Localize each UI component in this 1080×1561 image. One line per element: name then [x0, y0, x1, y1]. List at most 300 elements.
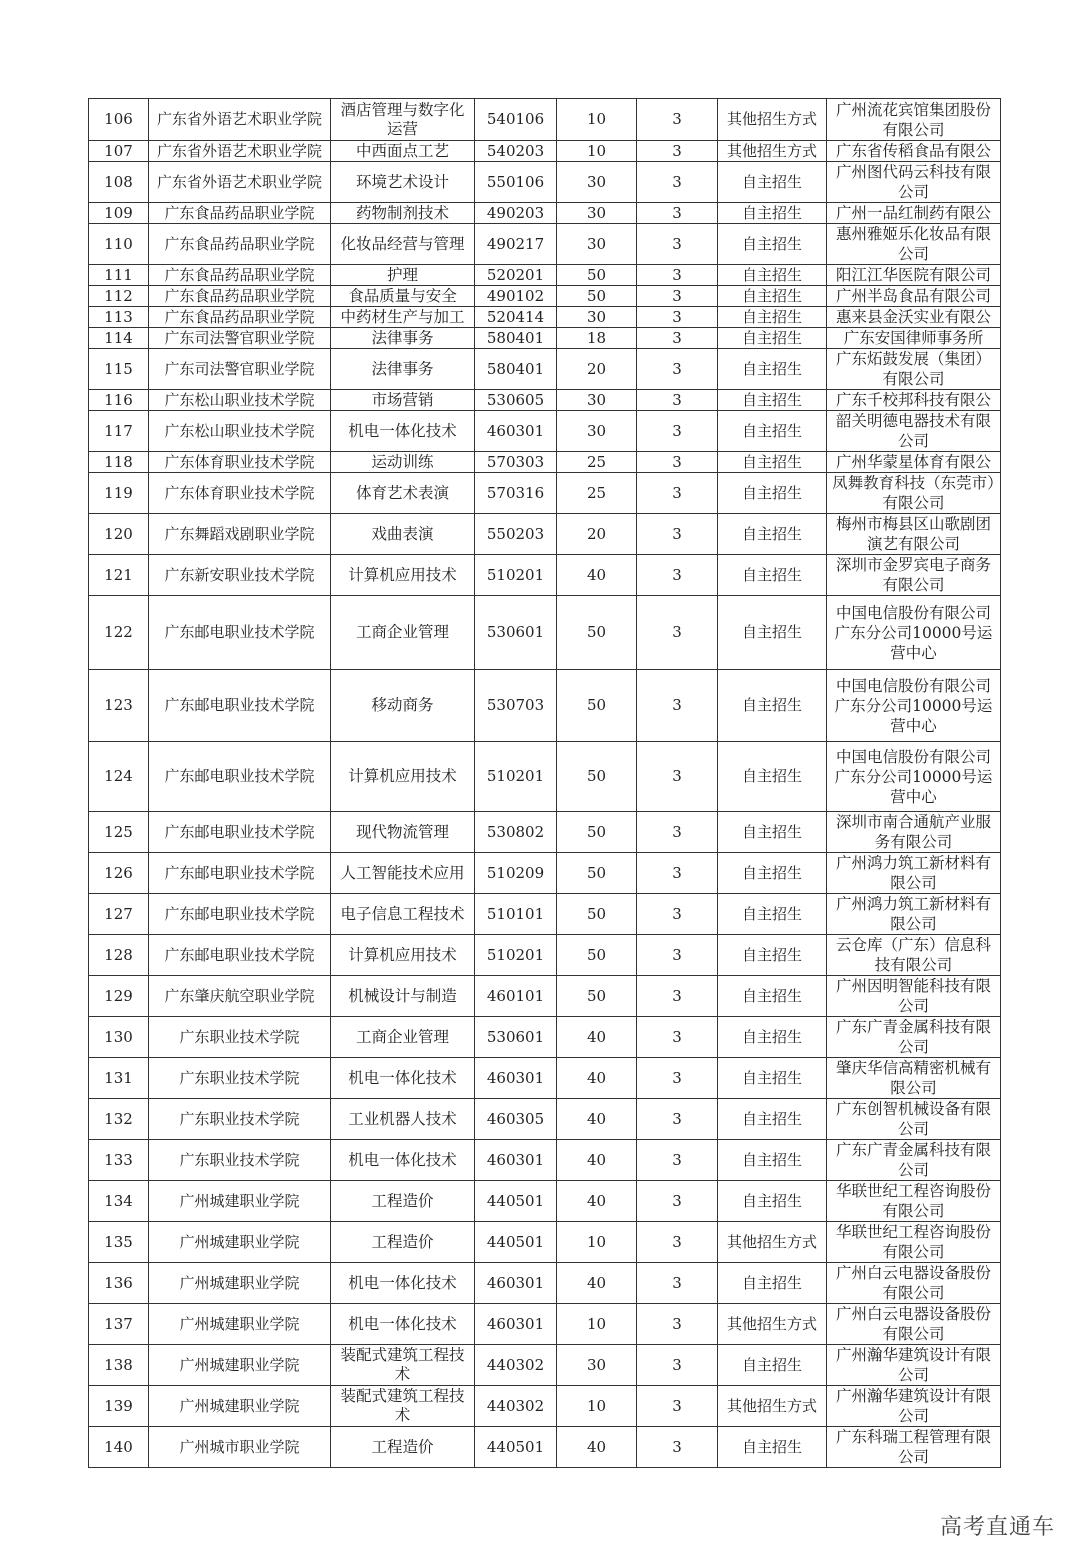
- enrollment-count-cell: 40: [557, 1058, 637, 1099]
- major-name-cell: 人工智能技术应用: [331, 853, 475, 894]
- partner-company-cell: 梅州市梅县区山歌剧团演艺有限公司: [827, 514, 1001, 555]
- table-row: [89, 1304, 1001, 1345]
- admission-method-cell: 自主招生: [718, 514, 827, 555]
- major-name-cell: 机电一体化技术: [331, 1140, 475, 1181]
- school-name-cell: 广东体育职业技术学院: [149, 473, 331, 514]
- table-row: [89, 894, 1001, 935]
- row-number-cell: 107: [89, 141, 149, 162]
- study-years-cell: 3: [637, 328, 718, 349]
- table-row: [89, 742, 1001, 812]
- study-years-cell: 3: [637, 307, 718, 328]
- major-name-cell: 工商企业管理: [331, 596, 475, 670]
- admission-method-cell: 自主招生: [718, 349, 827, 390]
- school-name-cell: 广东职业技术学院: [149, 1140, 331, 1181]
- table-row: [89, 452, 1001, 473]
- enrollment-count-cell: 30: [557, 307, 637, 328]
- row-number-cell: 124: [89, 742, 149, 812]
- table-row: [89, 1427, 1001, 1468]
- major-name-cell: 工程造价: [331, 1181, 475, 1222]
- enrollment-count-cell: 20: [557, 349, 637, 390]
- major-name-cell: 工业机器人技术: [331, 1099, 475, 1140]
- study-years-cell: 3: [637, 742, 718, 812]
- major-code-cell: 460301: [475, 1304, 557, 1345]
- enrollment-count-cell: 30: [557, 411, 637, 452]
- study-years-cell: 3: [637, 1427, 718, 1468]
- admission-method-cell: 其他招生方式: [718, 1304, 827, 1345]
- row-number-cell: 121: [89, 555, 149, 596]
- study-years-cell: 3: [637, 1058, 718, 1099]
- table-row: [89, 596, 1001, 670]
- study-years-cell: 3: [637, 1386, 718, 1427]
- major-code-cell: 440302: [475, 1386, 557, 1427]
- major-code-cell: 510201: [475, 555, 557, 596]
- row-number-cell: 140: [89, 1427, 149, 1468]
- partner-company-cell: 广州半岛食品有限公司: [827, 286, 1001, 307]
- study-years-cell: 3: [637, 1017, 718, 1058]
- major-code-cell: 570303: [475, 452, 557, 473]
- partner-company-cell: 广州华蒙星体育有限公: [827, 452, 1001, 473]
- row-number-cell: 125: [89, 812, 149, 853]
- admission-method-cell: 自主招生: [718, 1345, 827, 1386]
- row-number-cell: 120: [89, 514, 149, 555]
- partner-company-cell: 中国电信股份有限公司广东分公司10000号运营中心: [827, 670, 1001, 742]
- school-name-cell: 广州城建职业学院: [149, 1263, 331, 1304]
- row-number-cell: 128: [89, 935, 149, 976]
- major-name-cell: 环境艺术设计: [331, 162, 475, 203]
- table-row: [89, 1017, 1001, 1058]
- partner-company-cell: 广州因明智能科技有限公司: [827, 976, 1001, 1017]
- enrollment-table: [88, 98, 1001, 1468]
- enrollment-count-cell: 10: [557, 1304, 637, 1345]
- admission-method-cell: 自主招生: [718, 224, 827, 265]
- admission-method-cell: 自主招生: [718, 265, 827, 286]
- school-name-cell: 广州城建职业学院: [149, 1304, 331, 1345]
- row-number-cell: 134: [89, 1181, 149, 1222]
- admission-method-cell: 自主招生: [718, 1017, 827, 1058]
- admission-method-cell: 自主招生: [718, 473, 827, 514]
- study-years-cell: 3: [637, 935, 718, 976]
- partner-company-cell: 惠来县金沃实业有限公: [827, 307, 1001, 328]
- enrollment-count-cell: 50: [557, 742, 637, 812]
- partner-company-cell: 广州一品红制药有限公: [827, 203, 1001, 224]
- admission-method-cell: 自主招生: [718, 812, 827, 853]
- table-row: [89, 514, 1001, 555]
- partner-company-cell: 广东广青金属科技有限公司: [827, 1017, 1001, 1058]
- major-code-cell: 440501: [475, 1181, 557, 1222]
- enrollment-count-cell: 30: [557, 390, 637, 411]
- table-row: [89, 1222, 1001, 1263]
- enrollment-count-cell: 50: [557, 670, 637, 742]
- school-name-cell: 广州城建职业学院: [149, 1222, 331, 1263]
- row-number-cell: 131: [89, 1058, 149, 1099]
- admission-method-cell: 自主招生: [718, 328, 827, 349]
- study-years-cell: 3: [637, 670, 718, 742]
- partner-company-cell: 中国电信股份有限公司广东分公司10000号运营中心: [827, 596, 1001, 670]
- major-name-cell: 化妆品经营与管理: [331, 224, 475, 265]
- partner-company-cell: 韶关明德电器技术有限公司: [827, 411, 1001, 452]
- partner-company-cell: 广州白云电器设备股份有限公司: [827, 1304, 1001, 1345]
- major-name-cell: 机电一体化技术: [331, 1263, 475, 1304]
- major-code-cell: 460301: [475, 411, 557, 452]
- major-code-cell: 530605: [475, 390, 557, 411]
- table-body: [89, 99, 1001, 1468]
- major-name-cell: 护理: [331, 265, 475, 286]
- row-number-cell: 129: [89, 976, 149, 1017]
- school-name-cell: 广东司法警官职业学院: [149, 328, 331, 349]
- partner-company-cell: 广州图代码云科技有限公司: [827, 162, 1001, 203]
- major-code-cell: 490203: [475, 203, 557, 224]
- major-name-cell: 工程造价: [331, 1222, 475, 1263]
- school-name-cell: 广东食品药品职业学院: [149, 265, 331, 286]
- enrollment-count-cell: 50: [557, 812, 637, 853]
- enrollment-count-cell: 40: [557, 1427, 637, 1468]
- enrollment-count-cell: 50: [557, 265, 637, 286]
- enrollment-count-cell: 30: [557, 203, 637, 224]
- enrollment-count-cell: 10: [557, 141, 637, 162]
- major-code-cell: 550203: [475, 514, 557, 555]
- school-name-cell: 广东职业技术学院: [149, 1017, 331, 1058]
- row-number-cell: 136: [89, 1263, 149, 1304]
- study-years-cell: 3: [637, 1181, 718, 1222]
- major-name-cell: 计算机应用技术: [331, 935, 475, 976]
- major-code-cell: 550106: [475, 162, 557, 203]
- table-row: [89, 390, 1001, 411]
- row-number-cell: 115: [89, 349, 149, 390]
- table-row: [89, 473, 1001, 514]
- row-number-cell: 139: [89, 1386, 149, 1427]
- study-years-cell: 3: [637, 203, 718, 224]
- major-code-cell: 490102: [475, 286, 557, 307]
- enrollment-count-cell: 50: [557, 853, 637, 894]
- partner-company-cell: 广州瀚华建筑设计有限公司: [827, 1345, 1001, 1386]
- table-row: [89, 203, 1001, 224]
- table-row: [89, 349, 1001, 390]
- partner-company-cell: 华联世纪工程咨询股份有限公司: [827, 1222, 1001, 1263]
- major-name-cell: 机电一体化技术: [331, 1058, 475, 1099]
- admission-method-cell: 其他招生方式: [718, 1222, 827, 1263]
- admission-method-cell: 自主招生: [718, 1427, 827, 1468]
- row-number-cell: 127: [89, 894, 149, 935]
- partner-company-cell: 广东广青金属科技有限公司: [827, 1140, 1001, 1181]
- school-name-cell: 广州城建职业学院: [149, 1181, 331, 1222]
- major-code-cell: 510101: [475, 894, 557, 935]
- study-years-cell: 3: [637, 853, 718, 894]
- partner-company-cell: 广东炻鼓发展（集团）有限公司: [827, 349, 1001, 390]
- admission-method-cell: 自主招生: [718, 203, 827, 224]
- table-row: [89, 265, 1001, 286]
- partner-company-cell: 惠州雅姬乐化妆品有限公司: [827, 224, 1001, 265]
- major-code-cell: 540203: [475, 141, 557, 162]
- major-name-cell: 计算机应用技术: [331, 742, 475, 812]
- enrollment-count-cell: 25: [557, 473, 637, 514]
- major-name-cell: 市场营销: [331, 390, 475, 411]
- enrollment-count-cell: 40: [557, 1181, 637, 1222]
- major-code-cell: 530601: [475, 596, 557, 670]
- school-name-cell: 广州城市职业学院: [149, 1427, 331, 1468]
- enrollment-count-cell: 50: [557, 286, 637, 307]
- school-name-cell: 广东邮电职业技术学院: [149, 742, 331, 812]
- school-name-cell: 广东司法警官职业学院: [149, 349, 331, 390]
- admission-method-cell: 自主招生: [718, 670, 827, 742]
- major-code-cell: 440501: [475, 1222, 557, 1263]
- partner-company-cell: 深圳市南合通航产业服务有限公司: [827, 812, 1001, 853]
- partner-company-cell: 广东科瑞工程管理有限公司: [827, 1427, 1001, 1468]
- major-name-cell: 食品质量与安全: [331, 286, 475, 307]
- admission-method-cell: 自主招生: [718, 1181, 827, 1222]
- table-row: [89, 307, 1001, 328]
- study-years-cell: 3: [637, 286, 718, 307]
- row-number-cell: 112: [89, 286, 149, 307]
- major-code-cell: 520201: [475, 265, 557, 286]
- school-name-cell: 广东邮电职业技术学院: [149, 812, 331, 853]
- admission-method-cell: 自主招生: [718, 853, 827, 894]
- admission-method-cell: 自主招生: [718, 307, 827, 328]
- admission-method-cell: 自主招生: [718, 411, 827, 452]
- study-years-cell: 3: [637, 514, 718, 555]
- school-name-cell: 广州城建职业学院: [149, 1345, 331, 1386]
- row-number-cell: 106: [89, 99, 149, 141]
- admission-method-cell: 其他招生方式: [718, 141, 827, 162]
- admission-method-cell: 自主招生: [718, 555, 827, 596]
- table-row: [89, 935, 1001, 976]
- enrollment-count-cell: 50: [557, 894, 637, 935]
- table-row: [89, 1263, 1001, 1304]
- table-row: [89, 1345, 1001, 1386]
- admission-method-cell: 自主招生: [718, 452, 827, 473]
- admission-method-cell: 自主招生: [718, 596, 827, 670]
- admission-method-cell: 自主招生: [718, 286, 827, 307]
- study-years-cell: 3: [637, 141, 718, 162]
- major-name-cell: 机电一体化技术: [331, 411, 475, 452]
- school-name-cell: 广东邮电职业技术学院: [149, 853, 331, 894]
- major-name-cell: 法律事务: [331, 349, 475, 390]
- major-name-cell: 酒店管理与数字化运营: [331, 99, 475, 141]
- school-name-cell: 广东邮电职业技术学院: [149, 894, 331, 935]
- row-number-cell: 123: [89, 670, 149, 742]
- admission-method-cell: 其他招生方式: [718, 1386, 827, 1427]
- major-code-cell: 490217: [475, 224, 557, 265]
- major-code-cell: 460101: [475, 976, 557, 1017]
- school-name-cell: 广东省外语艺术职业学院: [149, 141, 331, 162]
- study-years-cell: 3: [637, 224, 718, 265]
- partner-company-cell: 广州鸿力筑工新材料有限公司: [827, 853, 1001, 894]
- major-name-cell: 运动训练: [331, 452, 475, 473]
- study-years-cell: 3: [637, 596, 718, 670]
- school-name-cell: 广东省外语艺术职业学院: [149, 162, 331, 203]
- school-name-cell: 广东省外语艺术职业学院: [149, 99, 331, 141]
- table-row: [89, 853, 1001, 894]
- table-row: [89, 1181, 1001, 1222]
- school-name-cell: 广东邮电职业技术学院: [149, 935, 331, 976]
- partner-company-cell: 中国电信股份有限公司广东分公司10000号运营中心: [827, 742, 1001, 812]
- admission-method-cell: 自主招生: [718, 935, 827, 976]
- school-name-cell: 广东体育职业技术学院: [149, 452, 331, 473]
- partner-company-cell: 阳江江华医院有限公司: [827, 265, 1001, 286]
- partner-company-cell: 广州鸿力筑工新材料有限公司: [827, 894, 1001, 935]
- enrollment-count-cell: 18: [557, 328, 637, 349]
- table-row: [89, 1058, 1001, 1099]
- school-name-cell: 广东食品药品职业学院: [149, 286, 331, 307]
- major-code-cell: 530703: [475, 670, 557, 742]
- enrollment-count-cell: 40: [557, 555, 637, 596]
- enrollment-count-cell: 40: [557, 1017, 637, 1058]
- major-name-cell: 工程造价: [331, 1427, 475, 1468]
- school-name-cell: 广东肇庆航空职业学院: [149, 976, 331, 1017]
- school-name-cell: 广东职业技术学院: [149, 1058, 331, 1099]
- major-code-cell: 540106: [475, 99, 557, 141]
- study-years-cell: 3: [637, 1304, 718, 1345]
- table-row: [89, 224, 1001, 265]
- admission-method-cell: 自主招生: [718, 1099, 827, 1140]
- partner-company-cell: 广州流花宾馆集团股份有限公司: [827, 99, 1001, 141]
- enrollment-count-cell: 30: [557, 162, 637, 203]
- study-years-cell: 3: [637, 390, 718, 411]
- major-code-cell: 460305: [475, 1099, 557, 1140]
- major-name-cell: 中药材生产与加工: [331, 307, 475, 328]
- study-years-cell: 3: [637, 162, 718, 203]
- major-name-cell: 装配式建筑工程技术: [331, 1345, 475, 1386]
- school-name-cell: 广东邮电职业技术学院: [149, 596, 331, 670]
- table-row: [89, 670, 1001, 742]
- major-name-cell: 移动商务: [331, 670, 475, 742]
- major-code-cell: 440501: [475, 1427, 557, 1468]
- row-number-cell: 130: [89, 1017, 149, 1058]
- table-row: [89, 555, 1001, 596]
- study-years-cell: 3: [637, 473, 718, 514]
- enrollment-count-cell: 20: [557, 514, 637, 555]
- enrollment-count-cell: 40: [557, 1140, 637, 1181]
- table-row: [89, 1386, 1001, 1427]
- major-code-cell: 460301: [475, 1140, 557, 1181]
- row-number-cell: 109: [89, 203, 149, 224]
- enrollment-count-cell: 50: [557, 976, 637, 1017]
- table-row: [89, 286, 1001, 307]
- table-row: [89, 1140, 1001, 1181]
- enrollment-count-cell: 50: [557, 935, 637, 976]
- study-years-cell: 3: [637, 976, 718, 1017]
- partner-company-cell: 云仓库（广东）信息科技有限公司: [827, 935, 1001, 976]
- partner-company-cell: 广东省传稻食品有限公: [827, 141, 1001, 162]
- major-name-cell: 机械设计与制造: [331, 976, 475, 1017]
- row-number-cell: 111: [89, 265, 149, 286]
- row-number-cell: 114: [89, 328, 149, 349]
- major-name-cell: 计算机应用技术: [331, 555, 475, 596]
- row-number-cell: 108: [89, 162, 149, 203]
- major-code-cell: 440302: [475, 1345, 557, 1386]
- table-row: [89, 141, 1001, 162]
- admission-method-cell: 自主招生: [718, 976, 827, 1017]
- major-code-cell: 460301: [475, 1058, 557, 1099]
- enrollment-count-cell: 30: [557, 1345, 637, 1386]
- row-number-cell: 119: [89, 473, 149, 514]
- enrollment-count-cell: 30: [557, 224, 637, 265]
- study-years-cell: 3: [637, 349, 718, 390]
- major-name-cell: 现代物流管理: [331, 812, 475, 853]
- school-name-cell: 广东舞蹈戏剧职业学院: [149, 514, 331, 555]
- enrollment-count-cell: 10: [557, 1222, 637, 1263]
- study-years-cell: 3: [637, 1140, 718, 1181]
- admission-method-cell: 自主招生: [718, 162, 827, 203]
- admission-method-cell: 自主招生: [718, 1058, 827, 1099]
- row-number-cell: 137: [89, 1304, 149, 1345]
- enrollment-count-cell: 50: [557, 596, 637, 670]
- partner-company-cell: 肇庆华信高精密机械有限公司: [827, 1058, 1001, 1099]
- row-number-cell: 117: [89, 411, 149, 452]
- major-name-cell: 法律事务: [331, 328, 475, 349]
- table-row: [89, 328, 1001, 349]
- admission-method-cell: 自主招生: [718, 1263, 827, 1304]
- study-years-cell: 3: [637, 265, 718, 286]
- study-years-cell: 3: [637, 1099, 718, 1140]
- admission-method-cell: 自主招生: [718, 742, 827, 812]
- partner-company-cell: 广州白云电器设备股份有限公司: [827, 1263, 1001, 1304]
- major-code-cell: 510201: [475, 935, 557, 976]
- study-years-cell: 3: [637, 99, 718, 141]
- watermark: 高考直通车: [940, 1515, 1056, 1540]
- row-number-cell: 133: [89, 1140, 149, 1181]
- school-name-cell: 广东松山职业技术学院: [149, 390, 331, 411]
- major-code-cell: 580401: [475, 349, 557, 390]
- study-years-cell: 3: [637, 452, 718, 473]
- row-number-cell: 132: [89, 1099, 149, 1140]
- partner-company-cell: 凤舞教育科技（东莞市）有限公司: [827, 473, 1001, 514]
- major-name-cell: 工商企业管理: [331, 1017, 475, 1058]
- enrollment-count-cell: 10: [557, 1386, 637, 1427]
- major-name-cell: 戏曲表演: [331, 514, 475, 555]
- partner-company-cell: 广东创智机械设备有限公司: [827, 1099, 1001, 1140]
- major-name-cell: 体育艺术表演: [331, 473, 475, 514]
- row-number-cell: 110: [89, 224, 149, 265]
- major-code-cell: 570316: [475, 473, 557, 514]
- major-name-cell: 中西面点工艺: [331, 141, 475, 162]
- table-row: [89, 976, 1001, 1017]
- table-row: [89, 99, 1001, 141]
- major-code-cell: 510209: [475, 853, 557, 894]
- study-years-cell: 3: [637, 411, 718, 452]
- school-name-cell: 广东新安职业技术学院: [149, 555, 331, 596]
- admission-method-cell: 自主招生: [718, 390, 827, 411]
- enrollment-count-cell: 40: [557, 1099, 637, 1140]
- major-name-cell: 电子信息工程技术: [331, 894, 475, 935]
- row-number-cell: 135: [89, 1222, 149, 1263]
- admission-method-cell: 自主招生: [718, 1140, 827, 1181]
- study-years-cell: 3: [637, 812, 718, 853]
- major-code-cell: 510201: [475, 742, 557, 812]
- study-years-cell: 3: [637, 555, 718, 596]
- admission-method-cell: 自主招生: [718, 894, 827, 935]
- row-number-cell: 118: [89, 452, 149, 473]
- partner-company-cell: 深圳市金罗宾电子商务有限公司: [827, 555, 1001, 596]
- school-name-cell: 广东食品药品职业学院: [149, 203, 331, 224]
- row-number-cell: 113: [89, 307, 149, 328]
- study-years-cell: 3: [637, 1263, 718, 1304]
- major-name-cell: 药物制剂技术: [331, 203, 475, 224]
- major-code-cell: 460301: [475, 1263, 557, 1304]
- table-row: [89, 411, 1001, 452]
- major-code-cell: 530601: [475, 1017, 557, 1058]
- enrollment-count-cell: 10: [557, 99, 637, 141]
- major-code-cell: 520414: [475, 307, 557, 328]
- partner-company-cell: 广东安国律师事务所: [827, 328, 1001, 349]
- school-name-cell: 广州城建职业学院: [149, 1386, 331, 1427]
- table-row: [89, 812, 1001, 853]
- study-years-cell: 3: [637, 1345, 718, 1386]
- enrollment-count-cell: 25: [557, 452, 637, 473]
- major-name-cell: 机电一体化技术: [331, 1304, 475, 1345]
- major-code-cell: 580401: [475, 328, 557, 349]
- row-number-cell: 138: [89, 1345, 149, 1386]
- school-name-cell: 广东松山职业技术学院: [149, 411, 331, 452]
